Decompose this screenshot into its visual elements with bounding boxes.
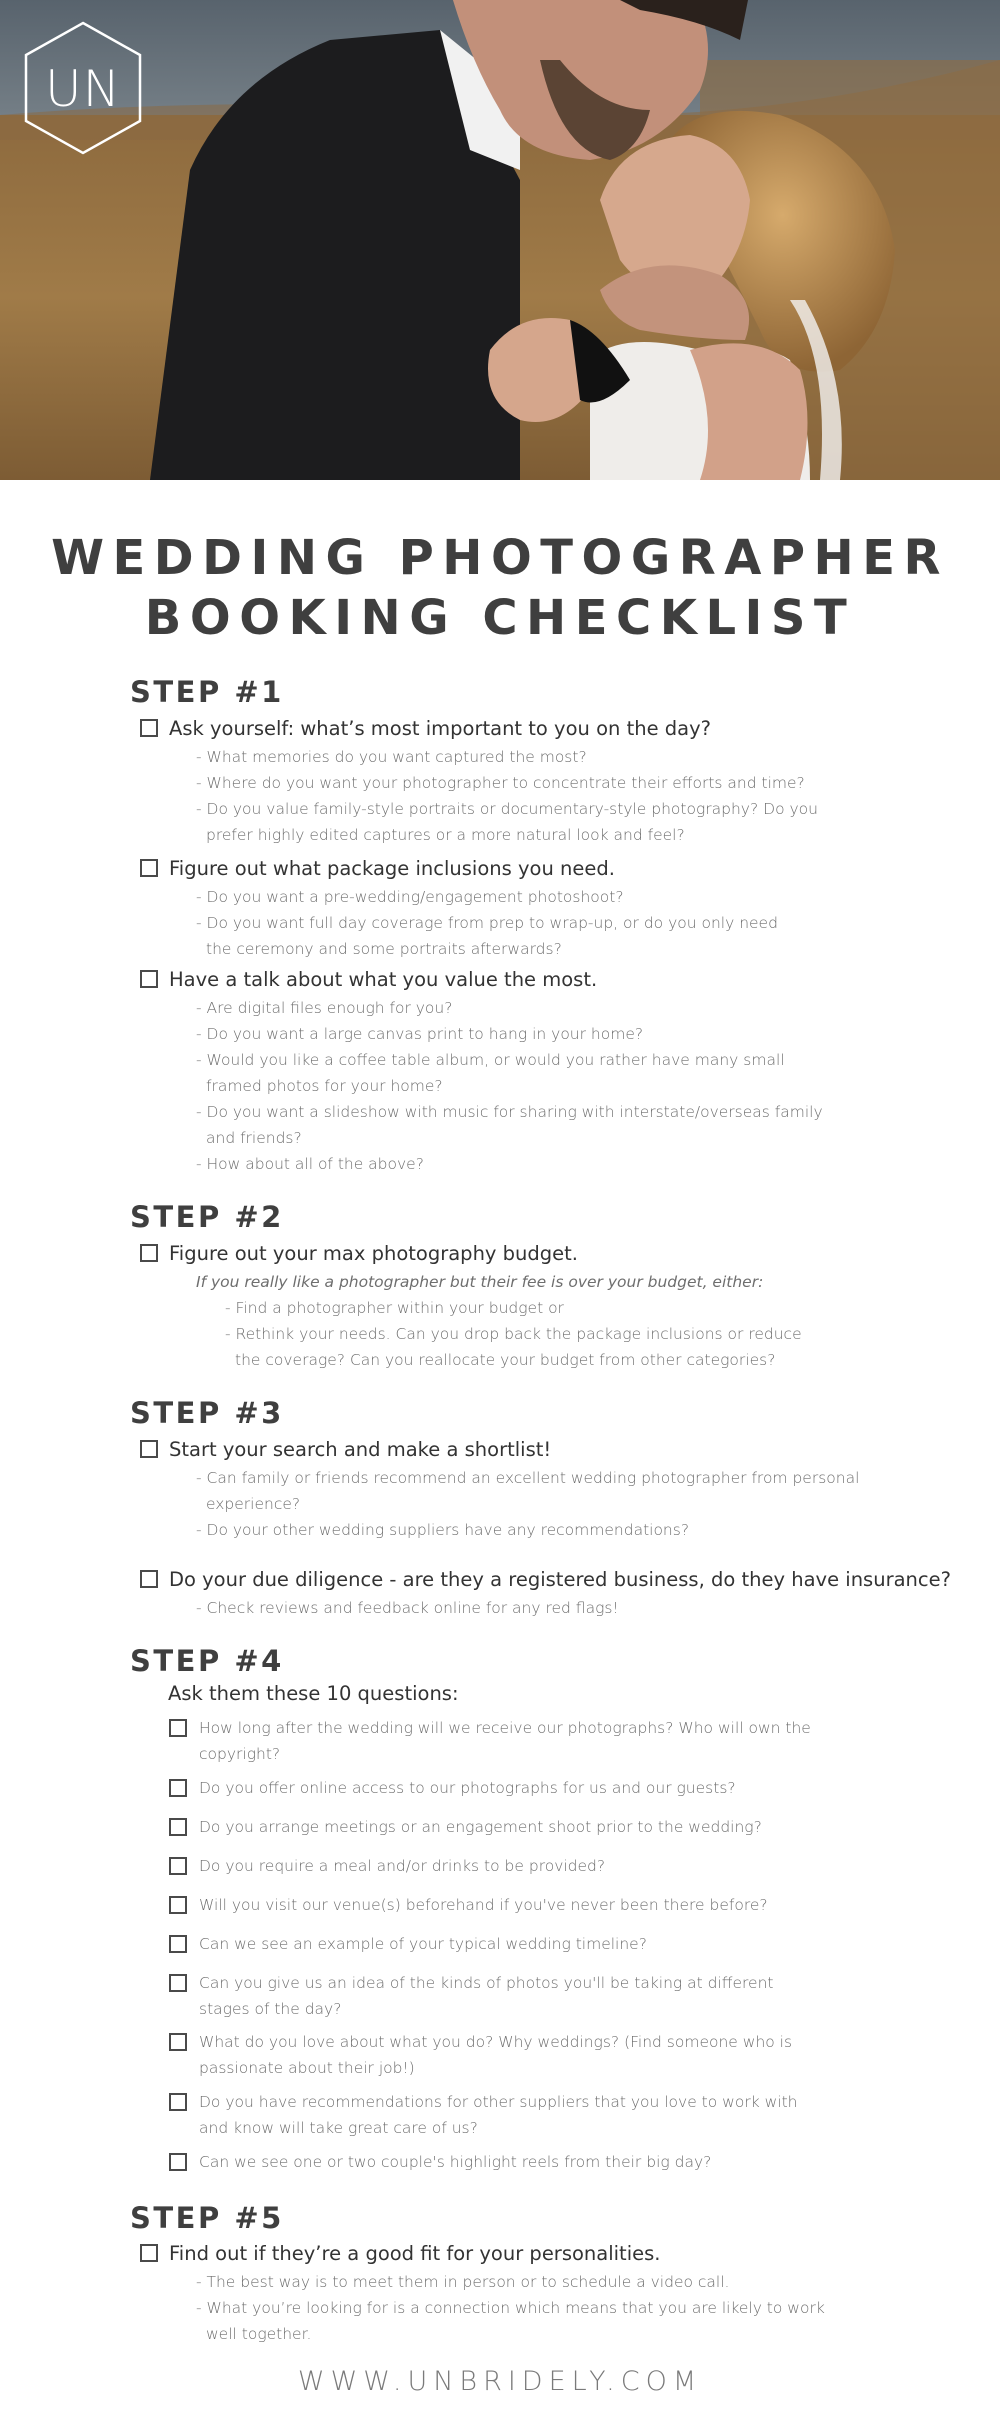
step-2-heading: STEP #2: [130, 1200, 284, 1234]
checkbox[interactable]: [140, 1244, 158, 1262]
sub-point-continued: well together.: [206, 2325, 312, 2343]
sub-point-continued: framed photos for your home?: [206, 1077, 443, 1095]
sub-point: - Find a photographer within your budget or: [225, 1299, 564, 1317]
checkbox[interactable]: [140, 1440, 158, 1458]
step-3-heading: STEP #3: [130, 1396, 284, 1430]
checklist-item: [140, 1566, 951, 1621]
checkbox[interactable]: [140, 859, 158, 877]
logo-text: UN: [45, 60, 121, 118]
questions-intro: Ask them these 10 questions:: [168, 1682, 459, 1705]
page-title: [0, 528, 1000, 648]
question-item: [169, 1970, 819, 2022]
question-text: What do you love about what you do? Why weddings? (Find someone who is passionate about their job!): [199, 2033, 793, 2077]
checkbox[interactable]: [169, 1935, 187, 1953]
sub-point: - Would you like a coffee table album, or would you rather have many small: [196, 1051, 785, 1069]
question-text: Do you have recommendations for other suppliers that you love to work with and know will take great care of us?: [199, 2093, 798, 2137]
checkbox[interactable]: [169, 2033, 187, 2051]
checkbox[interactable]: [169, 1719, 187, 1737]
sub-point: - Do your other wedding suppliers have any recommendations?: [196, 1521, 690, 1539]
question-text: Can we see one or two couple's highlight reels from their big day?: [199, 2153, 712, 2171]
title-line-2: BOOKING CHECKLIST: [144, 590, 856, 646]
sub-point-continued: the coverage? Can you reallocate your budget from other categories?: [235, 1351, 776, 1369]
checkbox[interactable]: [140, 1570, 158, 1588]
sub-point: - Can family or friends recommend an excellent wedding photographer from personal: [196, 1469, 860, 1487]
sub-point: - Do you want a large canvas print to hang in your home?: [196, 1025, 644, 1043]
sub-point: - Rethink your needs. Can you drop back the package inclusions or reduce: [225, 1325, 802, 1343]
step-5-heading: STEP #5: [130, 2201, 284, 2235]
step-1-heading: STEP #1: [130, 675, 284, 709]
question-text: Can you give us an idea of the kinds of photos you'll be taking at different stages of the day?: [199, 1974, 774, 2018]
sub-point: - Check reviews and feedback online for any red flags!: [196, 1599, 619, 1617]
question-text: Can we see an example of your typical wedding timeline?: [199, 1935, 647, 1953]
sub-point-continued: prefer highly edited captures or a more natural look and feel?: [206, 826, 685, 844]
checkbox[interactable]: [140, 2244, 158, 2262]
checklist-item: [140, 1240, 802, 1373]
checklist-item: [140, 1436, 859, 1543]
checklist-item: [140, 715, 818, 848]
question-text: How long after the wedding will we receive our photographs? Who will own the copyright?: [199, 1719, 811, 1763]
question-item: [169, 1814, 819, 1840]
checklist-item: [140, 855, 778, 962]
item-title: Do your due diligence - are they a registered business, do they have insurance?: [169, 1567, 951, 1591]
question-item: [169, 2149, 819, 2175]
unbridely-logo: [22, 20, 144, 156]
sub-point: - Do you want a slideshow with music for sharing with interstate/overseas family: [196, 1103, 823, 1121]
checkbox[interactable]: [140, 719, 158, 737]
item-title: Start your search and make a shortlist!: [169, 1437, 552, 1461]
item-title: Find out if they’re a good fit for your personalities.: [169, 2241, 661, 2265]
couple-kissing-photo: [0, 0, 1000, 480]
question-item: [169, 1775, 819, 1801]
item-title: Figure out your max photography budget.: [169, 1241, 578, 1265]
checklist-item: [140, 2240, 825, 2347]
step-4-heading: STEP #4: [130, 1644, 284, 1678]
checkbox[interactable]: [140, 970, 158, 988]
question-item: [169, 2089, 819, 2141]
item-title: Ask yourself: what’s most important to you on the day?: [169, 716, 711, 740]
checkbox[interactable]: [169, 2093, 187, 2111]
title-line-1: WEDDING PHOTOGRAPHER: [51, 530, 949, 586]
sub-point: - The best way is to meet them in person or to schedule a video call.: [196, 2273, 730, 2291]
checkbox[interactable]: [169, 1857, 187, 1875]
item-title: Have a talk about what you value the most.: [169, 967, 598, 991]
question-text: Do you require a meal and/or drinks to be provided?: [199, 1857, 606, 1875]
sub-point: - Do you want full day coverage from prep to wrap-up, or do you only need: [196, 914, 778, 932]
item-title: Figure out what package inclusions you need.: [169, 856, 615, 880]
question-item: [169, 1931, 819, 1957]
sub-point: - How about all of the above?: [196, 1155, 424, 1173]
question-item: [169, 1715, 819, 1767]
sub-point: - What you’re looking for is a connection which means that you are likely to work: [196, 2299, 825, 2317]
checkbox[interactable]: [169, 1779, 187, 1797]
checkbox[interactable]: [169, 2153, 187, 2171]
checkbox[interactable]: [169, 1818, 187, 1836]
question-item: [169, 1892, 819, 1918]
checkbox[interactable]: [169, 1974, 187, 1992]
sub-point: - Do you want a pre-wedding/engagement photoshoot?: [196, 888, 624, 906]
checkbox[interactable]: [169, 1896, 187, 1914]
sub-point: - Are digital files enough for you?: [196, 999, 453, 1017]
sub-point-continued: the ceremony and some portraits afterwards?: [206, 940, 562, 958]
website-url[interactable]: WWW.UNBRIDELY.COM: [297, 2366, 703, 2397]
question-text: Do you arrange meetings or an engagement shoot prior to the wedding?: [199, 1818, 762, 1836]
sub-point: - Where do you want your photographer to concentrate their efforts and time?: [196, 774, 805, 792]
checklist-item: [140, 966, 823, 1177]
sub-point-continued: and friends?: [206, 1129, 302, 1147]
sub-point-continued: experience?: [206, 1495, 301, 1513]
sub-intro: If you really like a photographer but their fee is over your budget, either:: [196, 1273, 764, 1291]
sub-point: - Do you value family-style portraits or documentary-style photography? Do you: [196, 800, 818, 818]
question-text: Do you offer online access to our photographs for us and our guests?: [199, 1779, 736, 1797]
question-item: [169, 2029, 819, 2081]
question-text: Will you visit our venue(s) beforehand if you've never been there before?: [199, 1896, 768, 1914]
hero-photo: [0, 0, 1000, 480]
question-item: [169, 1853, 819, 1879]
sub-point: - What memories do you want captured the most?: [196, 748, 587, 766]
